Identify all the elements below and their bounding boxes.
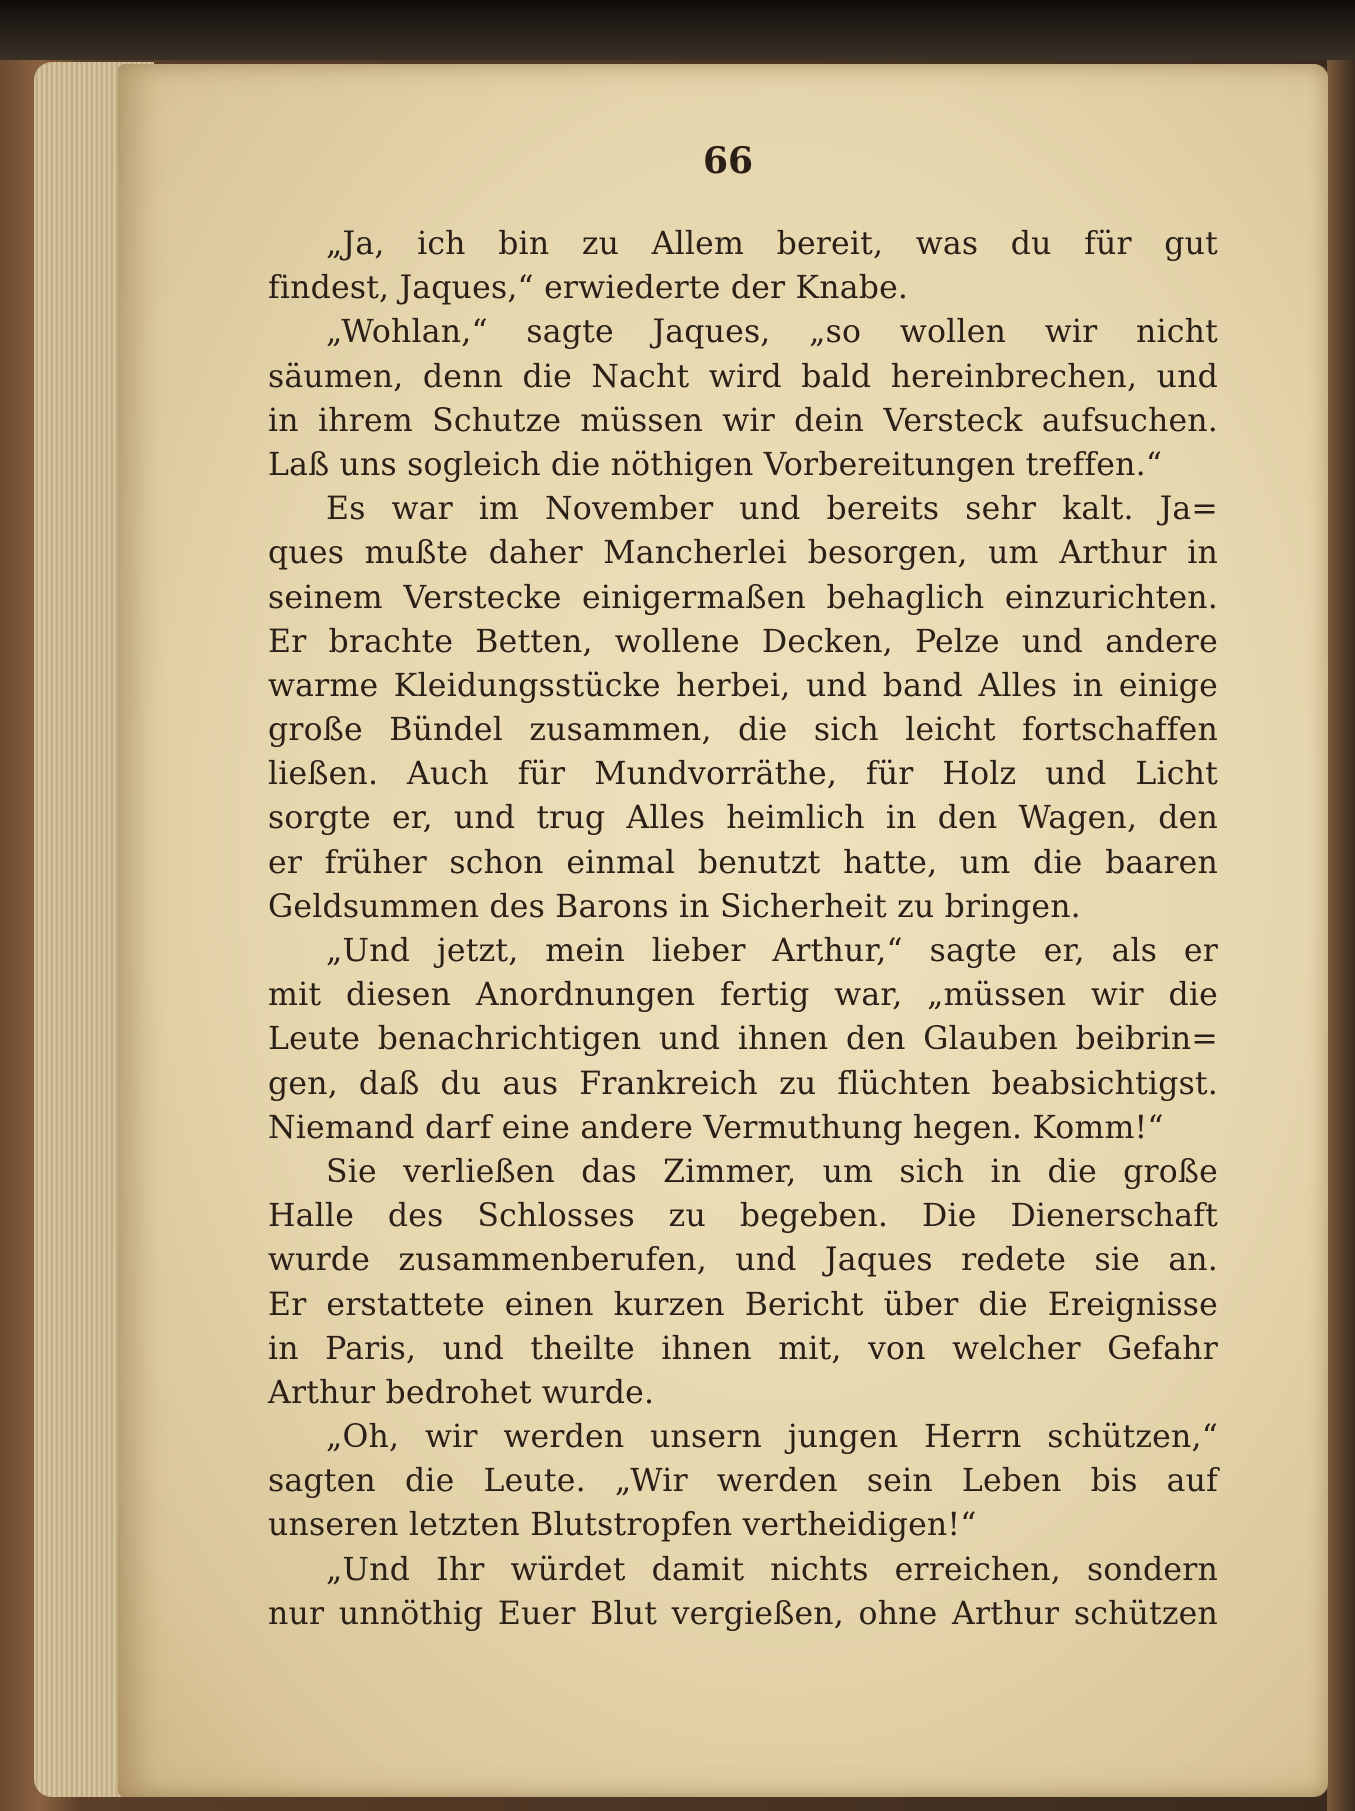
text-line: große Bündel zusammen, die sich leicht fortschaffen bbox=[268, 712, 1218, 749]
page-number: 66 bbox=[702, 140, 754, 182]
text-line: mit diesen Anordnungen fertig war, „müssen wir die bbox=[268, 977, 1218, 1014]
text-line: ques mußte daher Mancherlei besorgen, um Arthur in bbox=[268, 535, 1218, 572]
text-line: sagten die Leute. „Wir werden sein Leben bis auf bbox=[268, 1463, 1218, 1500]
text-line: Er erstattete einen kurzen Bericht über die Ereignisse bbox=[268, 1286, 1218, 1323]
text-line: „Ja, ich bin zu Allem bereit, was du für gut bbox=[326, 226, 1218, 262]
text-line: findest, Jaques,“ erwiederte der Knabe. bbox=[268, 270, 909, 307]
text-line: Es war im November und bereits sehr kalt. Ja= bbox=[326, 491, 1218, 528]
text-line: Sie verließen das Zimmer, um sich in die große bbox=[326, 1153, 1218, 1190]
text-line: „Und Ihr würdet damit nichts erreichen, sondern bbox=[326, 1551, 1218, 1588]
text-line: Halle des Schlosses zu begeben. Die Dienerschaft bbox=[268, 1198, 1218, 1235]
text-line: sorgte er, und trug Alles heimlich in den Wagen, den bbox=[268, 800, 1218, 837]
page-text-block bbox=[268, 140, 1218, 1636]
text-line: nur unnöthig Euer Blut vergießen, ohne Arthur schützen bbox=[268, 1595, 1218, 1632]
text-line: „Und jetzt, mein lieber Arthur,“ sagte er, als er bbox=[326, 933, 1218, 969]
text-line: warme Kleidungsstücke herbei, und band Alles in einige bbox=[268, 667, 1218, 704]
text-line: Geldsummen des Barons in Sicherheit zu bringen. bbox=[268, 888, 1081, 925]
text-line: „Wohlan,“ sagte Jaques, „so wollen wir nicht bbox=[326, 314, 1218, 351]
text-line: wurde zusammenberufen, und Jaques redete sie an. bbox=[268, 1242, 1218, 1279]
text-line: in ihrem Schutze müssen wir dein Versteck aufsuchen. bbox=[268, 402, 1218, 439]
background-shadow bbox=[0, 0, 1355, 60]
text-line: Niemand darf eine andere Vermuthung hegen. Komm!“ bbox=[268, 1109, 1164, 1146]
text-line: in Paris, und theilte ihnen mit, von welcher Gefahr bbox=[268, 1330, 1218, 1367]
text-line: Leute benachrichtigen und ihnen den Glauben beibrin= bbox=[268, 1021, 1218, 1058]
text-line: Er brachte Betten, wollene Decken, Pelze und andere bbox=[268, 623, 1218, 660]
text-line: säumen, denn die Nacht wird bald hereinbrechen, und bbox=[268, 358, 1218, 395]
text-line: „Oh, wir werden unsern jungen Herrn schützen,“ bbox=[326, 1419, 1218, 1456]
text-line: Arthur bedrohet wurde. bbox=[268, 1374, 655, 1411]
text-line: gen, daß du aus Frankreich zu flüchten beabsichtigst. bbox=[268, 1065, 1218, 1102]
text-lines bbox=[268, 222, 1218, 1636]
text-line: ließen. Auch für Mundvorräthe, für Holz und Licht bbox=[268, 756, 1218, 793]
cover-right-edge bbox=[1327, 60, 1355, 1811]
text-line: seinem Verstecke einigermaßen behaglich einzurichten. bbox=[268, 579, 1218, 616]
text-line: Laß uns sogleich die nöthigen Vorbereitungen treffen.“ bbox=[268, 446, 1163, 483]
text-line: er früher schon einmal benutzt hatte, um die baaren bbox=[268, 844, 1218, 881]
text-line: unseren letzten Blutstropfen vertheidigen!“ bbox=[268, 1507, 977, 1544]
